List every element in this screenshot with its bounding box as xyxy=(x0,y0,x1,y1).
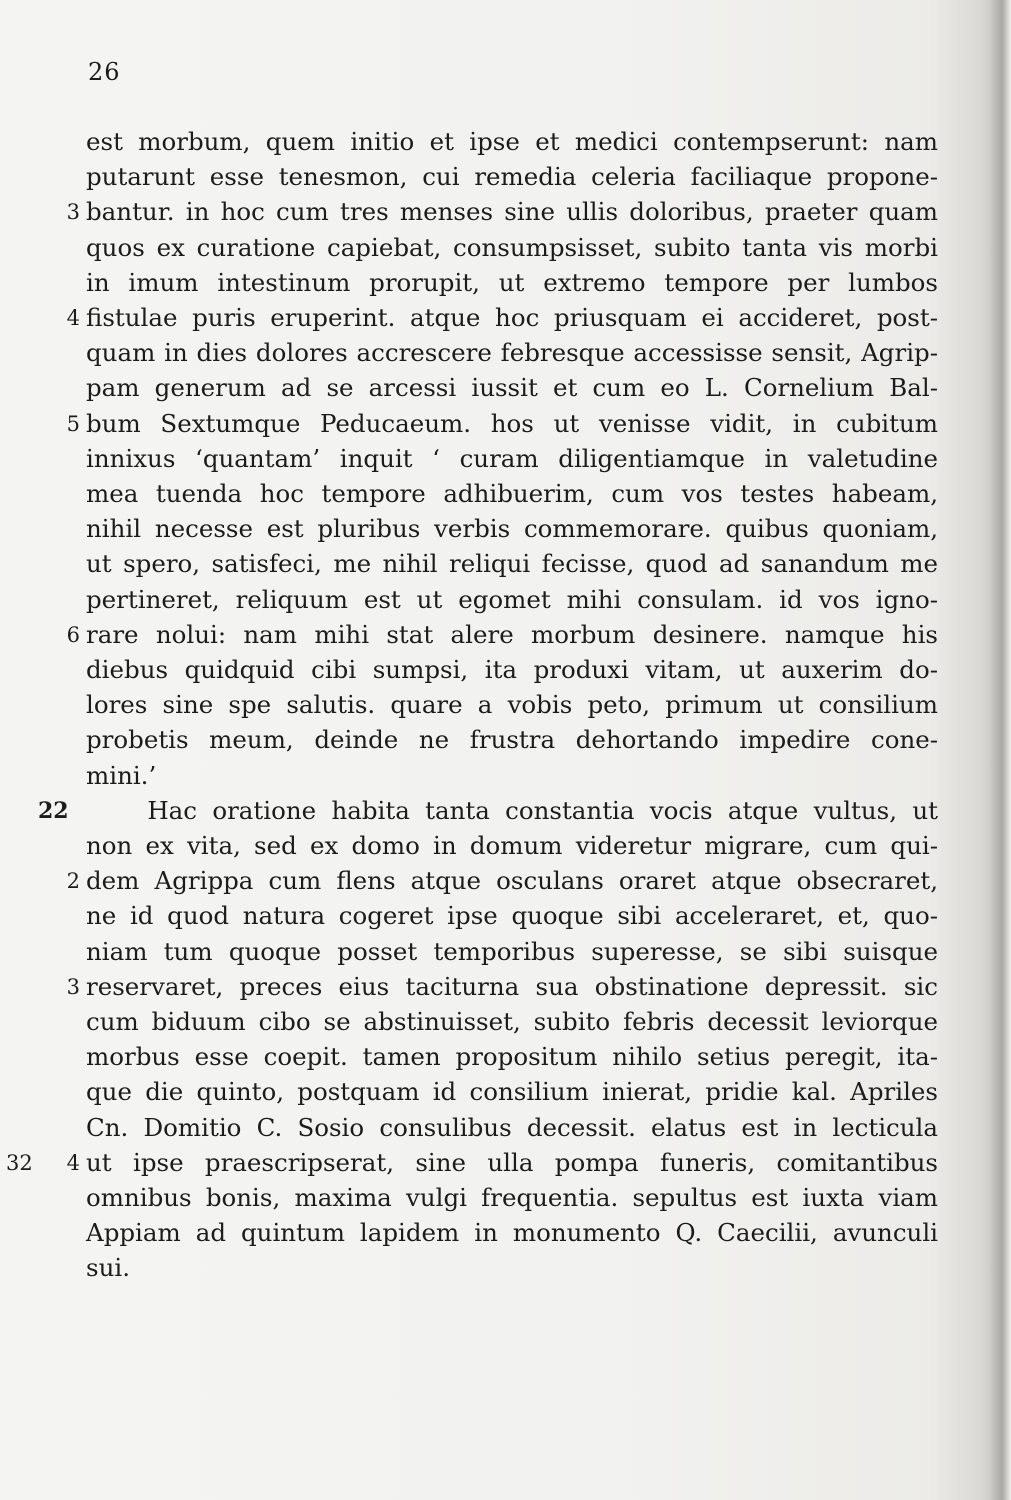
text-line xyxy=(0,722,1011,758)
line-text: probetis meum, deinde ne frustra dehortando impedire cone- xyxy=(86,725,938,755)
line-text: ut spero, satisfeci, me nihil reliqui fecisse, quod ad sanandum me xyxy=(86,549,938,579)
text-line xyxy=(0,1039,1011,1075)
text-line xyxy=(0,617,1011,653)
line-text: ut ipse praescripserat, sine ulla pompa funeris, comitantibus xyxy=(86,1147,938,1177)
text-line xyxy=(0,406,1011,442)
line-text: Hac oratione habita tanta constantia vocis atque vultus, ut xyxy=(86,795,938,825)
line-text: sui. xyxy=(86,1253,130,1283)
text-line xyxy=(0,1250,1011,1286)
line-text: bum Sextumque Peducaeum. hos ut venisse vidit, in cubitum xyxy=(86,408,938,438)
text-line xyxy=(0,441,1011,477)
line-text: mini.’ xyxy=(86,760,157,790)
line-text: pam generum ad se arcessi iussit et cum eo L. Cornelium Bal- xyxy=(86,373,938,403)
text-line xyxy=(0,828,1011,864)
text-line xyxy=(0,863,1011,899)
text-line xyxy=(0,969,1011,1005)
line-text: rare nolui: nam mihi stat alere morbum desinere. namque his xyxy=(86,619,938,649)
text-line xyxy=(0,1145,1011,1181)
paragraph-number: 2 xyxy=(66,869,80,894)
text-line xyxy=(0,124,1011,160)
line-text: fistulae puris eruperint. atque hoc priusquam ei accideret, post- xyxy=(86,303,938,332)
line-text: omnibus bonis, maxima vulgi frequentia. sepultus est iuxta viam xyxy=(86,1183,938,1212)
text-line xyxy=(0,1180,1011,1216)
text-line xyxy=(0,335,1011,371)
paragraph-number: 5 xyxy=(66,411,80,436)
line-text: nihil necesse est pluribus verbis commemorare. quibus quoniam, xyxy=(86,514,938,544)
line-text: bantur. in hoc cum tres menses sine ullis doloribus, praeter quam xyxy=(86,197,938,227)
line-text: Appiam ad quintum lapidem in monumento Q. Caecilii, avunculi xyxy=(86,1218,938,1248)
line-text: dem Agrippa cum flens atque osculans oraret atque obsecraret, xyxy=(86,866,938,896)
line-text: diebus quidquid cibi sumpsi, ita produxi vitam, ut auxerim do- xyxy=(86,655,938,684)
text-line xyxy=(0,265,1011,301)
line-text: in imum intestinum prorupit, ut extremo tempore per lumbos xyxy=(86,267,938,297)
paragraph-number: 6 xyxy=(66,622,80,647)
line-text: pertineret, reliquum est ut egomet mihi consulam. id vos igno- xyxy=(86,584,938,614)
text-line xyxy=(0,476,1011,512)
paragraph-number: 3 xyxy=(66,200,80,225)
text-line xyxy=(0,300,1011,336)
line-text: cum biduum cibo se abstinuisset, subito febris decessit leviorque xyxy=(86,1007,938,1036)
line-text: mea tuenda hoc tempore adhibuerim, cum vos testes habeam, xyxy=(86,479,938,508)
text-line xyxy=(0,1004,1011,1040)
text-line xyxy=(0,194,1011,230)
text-line xyxy=(0,159,1011,195)
line-text: innixus ‘quantam’ inquit ‘ curam diligentiamque in valetudine xyxy=(86,443,938,473)
text-line xyxy=(0,934,1011,970)
line-text: que die quinto, postquam id consilium inierat, pridie kal. Apriles xyxy=(86,1077,938,1107)
line-text: reservaret, preces eius taciturna sua obstinatione depressit. sic xyxy=(86,971,938,1001)
line-text: lores sine spe salutis. quare a vobis peto, primum ut consilium xyxy=(86,690,938,720)
text-line xyxy=(0,898,1011,934)
text-line xyxy=(0,1110,1011,1146)
line-text: quos ex curatione capiebat, consumpsisset, subito tanta vis morbi xyxy=(86,232,938,262)
line-text: ne id quod natura cogeret ipse quoque sibi acceleraret, et, quo- xyxy=(86,901,938,931)
text-line xyxy=(0,1074,1011,1110)
line-text: est morbum, quem initio et ipse et medici contempserunt: nam xyxy=(86,127,938,156)
text-line xyxy=(0,370,1011,406)
line-text: putarunt esse tenesmon, cui remedia celeria faciliaque propone- xyxy=(86,162,938,192)
chapter-number: 22 xyxy=(38,797,69,824)
text-line xyxy=(0,652,1011,688)
paragraph-number: 3 xyxy=(66,974,80,999)
section-first-line xyxy=(0,793,1011,829)
text-line xyxy=(0,1215,1011,1251)
text-line xyxy=(0,546,1011,582)
text-line xyxy=(0,230,1011,266)
line-text: niam tum quoque posset temporibus superesse, se sibi suisque xyxy=(86,936,938,966)
text-line xyxy=(0,758,1011,794)
paragraph-number: 4 xyxy=(66,306,80,330)
outer-margin-number: 32 xyxy=(6,1150,33,1175)
line-text: morbus esse coepit. tamen propositum nihilo setius peregit, ita- xyxy=(86,1042,938,1072)
text-line xyxy=(0,511,1011,547)
line-text: non ex vita, sed ex domo in domum videretur migrare, cum qui- xyxy=(86,831,938,860)
paragraph-number: 4 xyxy=(66,1150,80,1175)
page-number: 26 xyxy=(88,58,121,86)
text-line xyxy=(0,582,1011,618)
line-text: quam in dies dolores accrescere febresque accessisse sensit, Agrip- xyxy=(86,338,938,368)
line-text: Cn. Domitio C. Sosio consulibus decessit. elatus est in lecticula xyxy=(86,1112,938,1142)
text-line xyxy=(0,687,1011,723)
